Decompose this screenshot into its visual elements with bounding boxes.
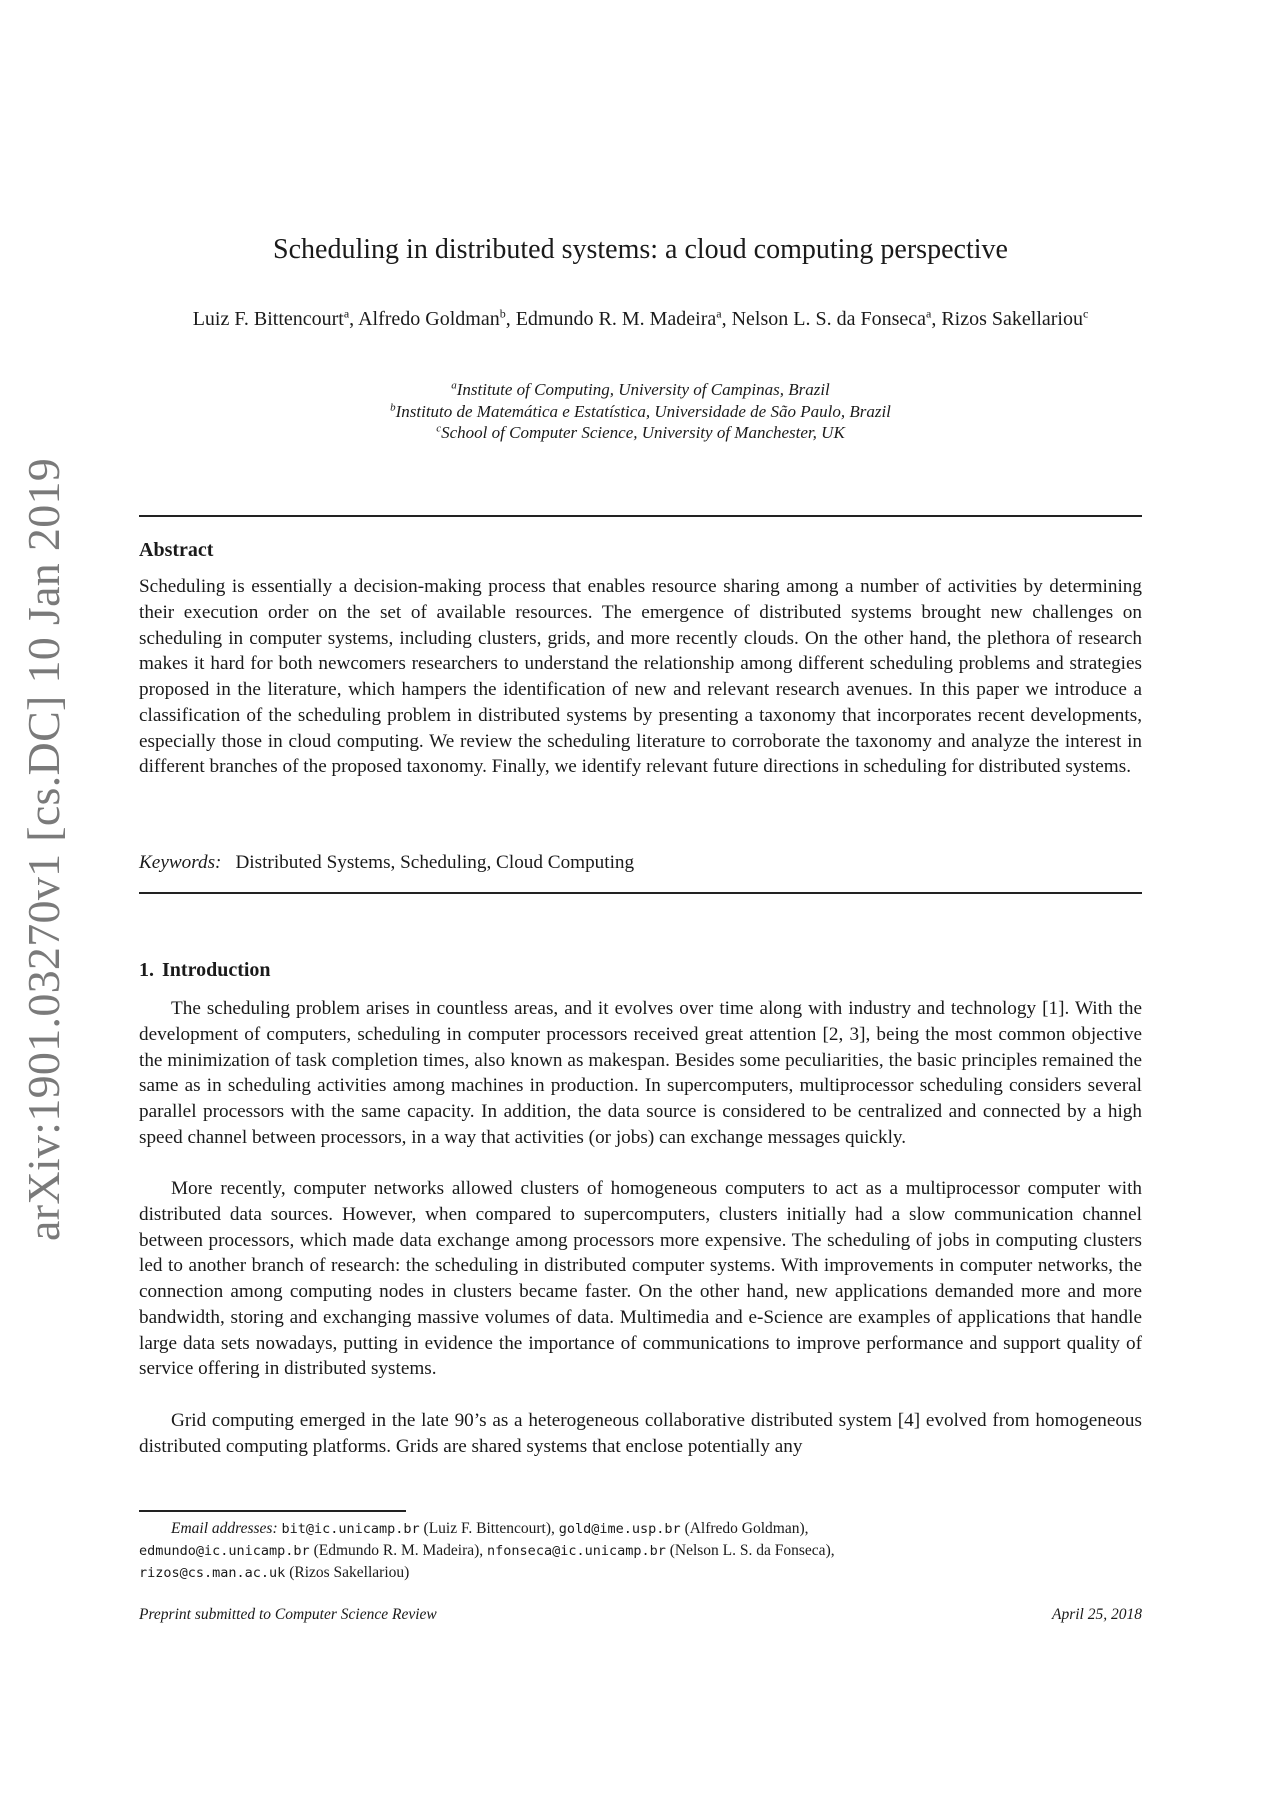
section-number: 1. (139, 959, 154, 981)
affiliation-text: Instituto de Matemática e Estatística, Universidade de São Paulo, Brazil (395, 401, 891, 421)
email-owner: (Edmundo R. M. Madeira), (309, 1542, 488, 1559)
affiliation-mark: c (436, 422, 442, 435)
author-affil-mark: c (1082, 306, 1089, 321)
email-footnote (139, 1518, 1142, 1584)
email-owner: (Nelson L. S. da Fonseca), (665, 1542, 835, 1559)
email-address[interactable]: nfonseca@ic.unicamp.br (487, 1543, 666, 1559)
email-address[interactable]: rizos@cs.man.ac.uk (139, 1565, 286, 1581)
section-heading (139, 957, 271, 983)
preprint-date: April 25, 2018 (1052, 1606, 1142, 1623)
email-address[interactable]: gold@ime.usp.br (558, 1521, 681, 1537)
author-separator: , (721, 308, 732, 330)
arxiv-side-label: arXiv:1901.03270v1 [cs.DC] 10 Jan 2019 (18, 457, 69, 1241)
email-owner: (Rizos Sakellariou) (285, 1564, 410, 1581)
keywords-label: Keywords: (139, 852, 222, 873)
author-name: Alfredo Goldman (358, 308, 500, 330)
affiliation-text: School of Computer Science, University of Manchester, UK (441, 423, 845, 442)
author-affil-mark: a (716, 306, 722, 321)
affiliation-line (139, 401, 1142, 423)
author-separator: , (505, 308, 516, 330)
email-owner: (Alfredo Goldman), (680, 1520, 809, 1537)
affiliation-mark: a (451, 379, 457, 392)
author-name: Nelson L. S. da Fonseca (731, 308, 926, 330)
author-affil-mark: a (926, 306, 932, 321)
email-owner: (Luiz F. Bittencourt), (419, 1520, 559, 1537)
author-affil-mark: b (499, 306, 506, 321)
body-paragraph: The scheduling problem arises in countless areas, and it evolves over time along with industry and technology [1]. With the development of computers, scheduling in computer processors received great attention [2, 3], being the most common objective the minimization of task completion times, also known as makespan. Besides some peculiarities, the basic principles remained the same as in scheduling activities among machines in production. In supercomputers, multiprocessor scheduling considers several parallel processors with the same capacity. In addition, the data source is considered to be centralized and connected by a high speed channel between processors, in a way that activities (or jobs) can exchange messages quickly. (139, 998, 1142, 1148)
affiliation-mark: b (390, 400, 396, 413)
author-affil-mark: a (343, 306, 350, 321)
abstract-text: Scheduling is essentially a decision-making process that enables resource sharing among a number of activities by determining their execution order on the set of available resources. The emergence of distributed systems brought new challenges on scheduling in computer systems, including clusters, grids, and more recently clouds. On the other hand, the plethora of research makes it hard for both newcomers researchers to understand the relationship among different scheduling problems and strategies proposed in the literature, which hampers the identification of new and relevant research avenues. In this paper we introduce a classification of the scheduling problem in distributed systems by presenting a taxonomy that incorporates recent developments, especially those in cloud computing. We review the scheduling literature to corroborate the taxonomy and analyze the interest in different branches of the proposed taxonomy. Finally, we identify relevant future directions in scheduling for distributed systems. (139, 576, 1142, 778)
author-name: Luiz F. Bittencourt (192, 308, 344, 330)
paper-title: Scheduling in distributed systems: a cloud computing perspective (273, 234, 1008, 265)
author-name: Rizos Sakellariou (941, 308, 1083, 330)
author-name: Edmundo R. M. Madeira (515, 308, 717, 330)
keywords-text: Distributed Systems, Scheduling, Cloud Computing (235, 852, 635, 873)
affiliation-line (139, 422, 1142, 444)
abstract-bottom-rule (139, 892, 1142, 894)
abstract-heading: Abstract (139, 539, 214, 561)
author-list (139, 306, 1142, 333)
body-paragraph: Grid computing emerged in the late 90’s as a heterogeneous collaborative distributed system [4] evolved from homogeneous distributed computing platforms. Grids are shared systems that enclose potentially any (139, 1410, 1142, 1457)
email-address[interactable]: bit@ic.unicamp.br (281, 1521, 420, 1537)
abstract-top-rule (139, 515, 1142, 517)
affiliation-text: Institute of Computing, University of Campinas, Brazil (456, 380, 830, 399)
author-separator: , (349, 308, 359, 330)
author-separator: , (931, 308, 942, 330)
email-address[interactable]: edmundo@ic.unicamp.br (139, 1543, 310, 1559)
footnote-rule (139, 1510, 406, 1512)
affiliation-line (139, 379, 1142, 401)
preprint-note: Preprint submitted to Computer Science Review (139, 1606, 437, 1623)
footnote-label: Email addresses: (171, 1520, 278, 1537)
section-title: Introduction (162, 959, 271, 981)
affiliation-list (139, 379, 1142, 444)
body-paragraph: More recently, computer networks allowed clusters of homogeneous computers to act as a multiprocessor computer with distributed data sources. However, when compared to supercomputers, clusters initially had a slow communication channel between processors, which made data exchange among processors more expensive. The scheduling of jobs in computing clusters led to another branch of research: the scheduling in distributed computer systems. With improvements in computer networks, the connection among computing nodes in clusters became faster. On the other hand, new applications demanded more and more bandwidth, storing and exchanging massive volumes of data. Multimedia and e-Science are examples of applications that handle large data sets nowadays, putting in evidence the importance of communications to improve performance and support quality of service offering in distributed systems. (139, 1178, 1142, 1380)
keywords-line (139, 850, 634, 876)
